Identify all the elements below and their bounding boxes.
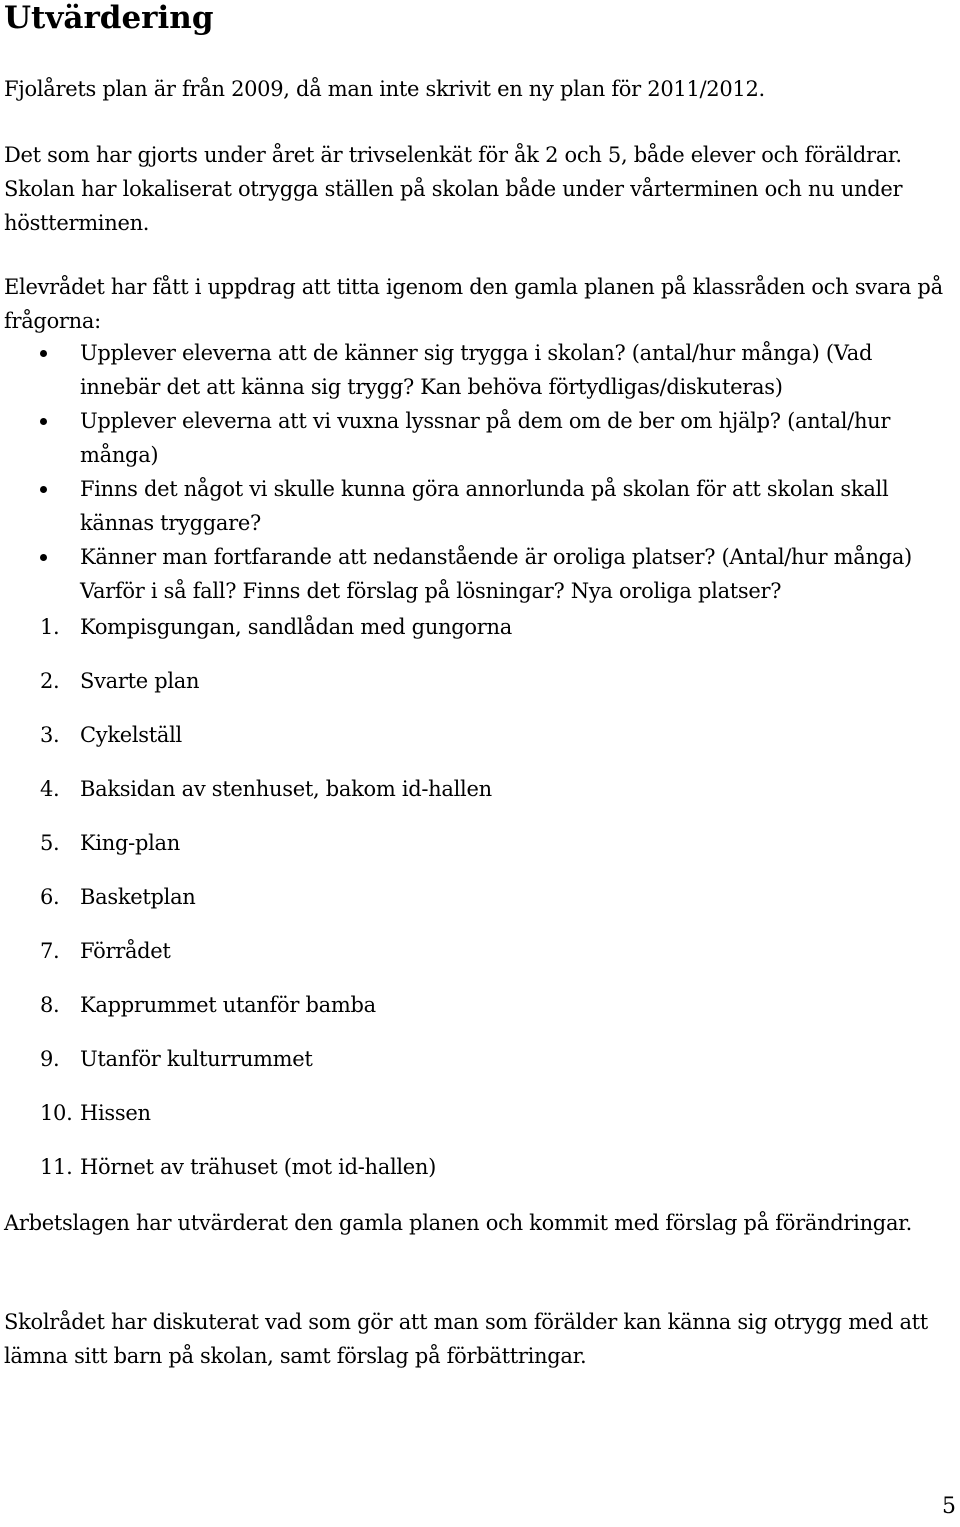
list-item [0,664,960,718]
list-item [0,1150,960,1204]
page-title: Utvärdering [4,0,214,36]
bullet-icon [40,554,47,561]
list-item [0,718,960,772]
place-name: Svarte plan [80,669,200,693]
page-number: 5 [942,1494,956,1519]
place-name: Cykelställ [80,723,182,747]
question-text: Upplever eleverna att vi vuxna lyssnar på dem om de ber om hjälp? (antal/hur många) [80,409,891,467]
list-number: 6. [40,885,60,909]
list-number: 11. [40,1155,73,1179]
question-item [0,472,950,540]
question-text: Finns det något vi skulle kunna göra annorlunda på skolan för att skolan skall kännas tryggare? [80,477,889,535]
list-number: 8. [40,993,60,1017]
question-item [0,336,950,404]
place-name: Baksidan av stenhuset, bakom id-hallen [80,777,492,801]
paragraph-student-council: Elevrådet har fått i uppdrag att titta igenom den gamla planen på klassråden och svara på frågorna: [4,275,943,333]
bullet-icon [40,350,47,357]
list-item [0,1096,960,1150]
question-list [0,336,960,608]
list-item [0,880,960,934]
list-item [0,988,960,1042]
list-number: 5. [40,831,60,855]
list-item [0,610,960,664]
unsafe-places-list [0,610,960,1204]
list-number: 10. [40,1101,73,1125]
question-text: Känner man fortfarande att nedanstående är oroliga platser? (Antal/hur många) Varför i så fall? Finns det förslag på lösningar? Nya oroliga platser? [80,545,912,603]
list-item [0,1042,960,1096]
list-number: 9. [40,1047,60,1071]
place-name: Utanför kulturrummet [80,1047,313,1071]
list-item [0,772,960,826]
place-name: Hörnet av trähuset (mot id-hallen) [80,1155,437,1179]
list-number: 3. [40,723,60,747]
bullet-icon [40,418,47,425]
paragraph-plan-year: Fjolårets plan är från 2009, då man inte skrivit en ny plan för 2011/2012. [4,77,765,101]
bullet-icon [40,486,47,493]
place-name: Kapprummet utanför bamba [80,993,376,1017]
question-item [0,404,950,472]
list-number: 4. [40,777,60,801]
paragraph-work-done: Det som har gjorts under året är trivselenkät för åk 2 och 5, både elever och föräldrar. Skolan har lokaliserat otrygga ställen på skolan både under vårterminen och nu under höstterminen. [4,143,903,235]
place-name: Hissen [80,1101,151,1125]
paragraph-school-council: Skolrådet har diskuterat vad som gör att man som förälder kan känna sig otrygg med att lämna sitt barn på skolan, samt förslag på förbättringar. [4,1310,928,1368]
question-text: Upplever eleverna att de känner sig trygga i skolan? (antal/hur många) (Vad innebär det att känna sig trygg? Kan behöva förtydligas/diskuteras) [80,341,873,399]
question-item [0,540,950,608]
list-number: 7. [40,939,60,963]
list-item [0,826,960,880]
list-item [0,934,960,988]
place-name: Förrådet [80,939,171,963]
list-number: 1. [40,615,60,639]
place-name: King-plan [80,831,180,855]
place-name: Basketplan [80,885,196,909]
paragraph-work-teams: Arbetslagen har utvärderat den gamla planen och kommit med förslag på förändringar. [4,1211,912,1235]
list-number: 2. [40,669,60,693]
place-name: Kompisgungan, sandlådan med gungorna [80,615,512,639]
